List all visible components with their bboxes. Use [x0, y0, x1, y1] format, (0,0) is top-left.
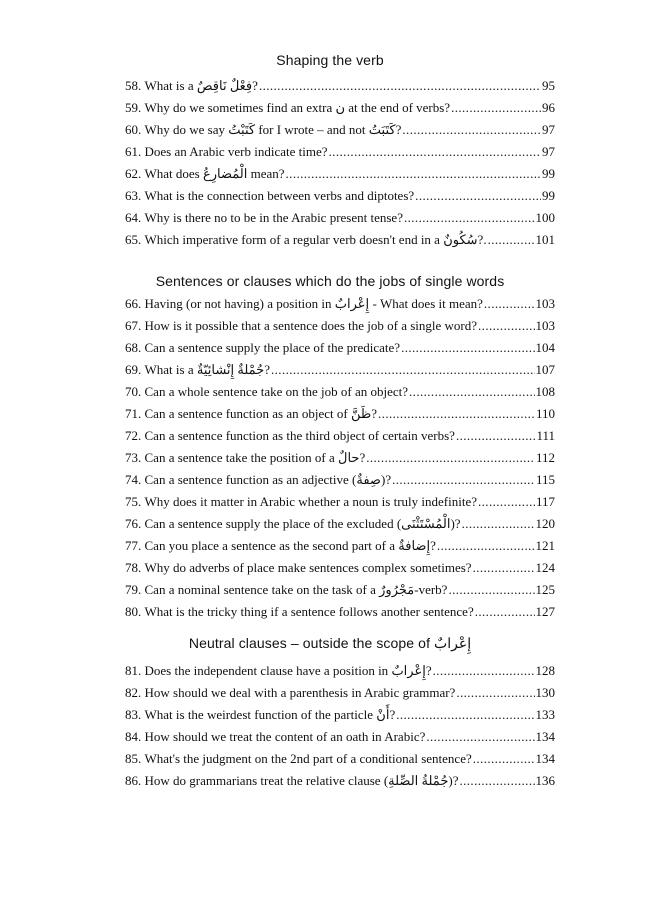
- entry-number: 70.: [125, 384, 142, 399]
- entry-number: 74.: [125, 472, 142, 487]
- entry-text: Can a sentence function as the third object of certain verbs?: [144, 428, 455, 443]
- entry-number: 76.: [125, 516, 142, 531]
- leader-dots: [433, 663, 535, 679]
- leader-dots: [448, 582, 534, 598]
- entry-page: 136: [535, 773, 555, 788]
- leader-dots: [462, 516, 535, 532]
- leader-dots: [286, 166, 541, 182]
- entry-page: 134: [535, 751, 555, 766]
- leader-dots: [475, 604, 535, 620]
- entry-page: 124: [535, 560, 555, 575]
- entry-text: Does the independent clause have a position in إِعْرابٌ?: [144, 663, 432, 678]
- entry-number: 71.: [125, 406, 142, 421]
- toc-entry: [125, 773, 555, 795]
- toc-entry: [125, 428, 555, 450]
- entry-page: 128: [535, 663, 555, 678]
- entry-text: Can a sentence supply the place of the predicate?: [144, 340, 401, 355]
- entry-text: How should we deal with a parenthesis in Arabic grammar?: [144, 685, 456, 700]
- entry-page: 101: [535, 232, 555, 247]
- entry-text: What is the weirdest function of the particle أَنْ?: [144, 707, 396, 722]
- leader-dots: [488, 232, 535, 248]
- entry-page: 108: [535, 384, 555, 399]
- leader-dots: [378, 406, 535, 422]
- entry-page: 130: [535, 685, 555, 700]
- leader-dots: [402, 122, 541, 138]
- leader-dots: [271, 362, 535, 378]
- leader-dots: [459, 773, 534, 789]
- entry-page: 95: [542, 78, 555, 93]
- entry-text: Can a nominal sentence take on the task of a مَجْرُورٌ-verb?: [144, 582, 448, 597]
- toc-entry: [125, 472, 555, 494]
- entry-page: 99: [542, 188, 555, 203]
- entry-text: Can a whole sentence take on the job of an object?: [144, 384, 409, 399]
- entry-text: Can a sentence supply the place of the excluded (الْمُسْتَثْنَى)?: [144, 516, 461, 531]
- entry-text: How should we treat the content of an oath in Arabic?: [144, 729, 426, 744]
- toc-entry: [125, 751, 555, 773]
- leader-dots: [259, 78, 541, 94]
- entry-number: 59.: [125, 100, 142, 115]
- entry-number: 84.: [125, 729, 142, 744]
- entry-text: What's the judgment on the 2nd part of a conditional sentence?: [144, 751, 472, 766]
- entry-page: 112: [535, 450, 555, 465]
- entry-number: 61.: [125, 144, 142, 159]
- toc-entry: [125, 362, 555, 384]
- entry-text: Why does it matter in Arabic whether a noun is truly indefinite?: [144, 494, 477, 509]
- leader-dots: [451, 100, 541, 116]
- entry-page: 120: [535, 516, 555, 531]
- entry-text: What does الْمُضارِعُ mean?: [144, 166, 285, 181]
- entry-text: Having (or not having) a position in إِعْرابٌ - What does it mean?: [144, 296, 483, 311]
- entry-text: What is the tricky thing if a sentence follows another sentence?: [144, 604, 474, 619]
- leader-dots: [478, 318, 534, 334]
- entry-page: 104: [535, 340, 555, 355]
- toc-entry: [125, 707, 555, 729]
- leader-dots: [415, 188, 541, 204]
- entry-number: 77.: [125, 538, 142, 553]
- entry-text: What is the connection between verbs and diptotes?: [144, 188, 415, 203]
- entry-text: Can a sentence function as an object of ظَنَّ?: [144, 406, 378, 421]
- entry-number: 78.: [125, 560, 142, 575]
- entry-page: 110: [535, 406, 555, 421]
- entry-page: 133: [535, 707, 555, 722]
- entry-number: 62.: [125, 166, 142, 181]
- entry-text: Why is there no to be in the Arabic present tense?: [144, 210, 403, 225]
- leader-dots: [456, 428, 536, 444]
- leader-dots: [396, 707, 534, 723]
- entry-text: Does an Arabic verb indicate time?: [144, 144, 328, 159]
- entry-page: 125: [535, 582, 555, 597]
- entry-page: 107: [535, 362, 555, 377]
- leader-dots: [401, 340, 534, 356]
- toc-entry: [125, 210, 555, 232]
- toc-entry: [125, 406, 555, 428]
- entry-number: 68.: [125, 340, 142, 355]
- leader-dots: [437, 538, 535, 554]
- toc-entry: [125, 318, 555, 340]
- entry-page: 99: [542, 166, 555, 181]
- leader-dots: [409, 384, 534, 400]
- leader-dots: [329, 144, 541, 160]
- entry-number: 86.: [125, 773, 142, 788]
- entry-text: Why do adverbs of place make sentences complex sometimes?: [144, 560, 472, 575]
- leader-dots: [366, 450, 535, 466]
- entry-text: What is a فِعْلٌ نَاقِصٌ?: [144, 78, 258, 93]
- toc-entry: [125, 516, 555, 538]
- entry-page: 97: [542, 144, 555, 159]
- toc-entry: [125, 560, 555, 582]
- toc-entry: [125, 232, 555, 254]
- toc-entry: [125, 450, 555, 472]
- toc-entry: [125, 78, 555, 100]
- leader-dots: [456, 685, 534, 701]
- toc-entry: [125, 166, 555, 188]
- entry-text: How do grammarians treat the relative clause (جُمْلةُ الصِّلةِ)?: [144, 773, 459, 788]
- toc-list: [125, 663, 555, 795]
- leader-dots: [392, 472, 535, 488]
- toc-entry: [125, 729, 555, 751]
- entry-page: 134: [535, 729, 555, 744]
- toc-entry: [125, 582, 555, 604]
- entry-number: 67.: [125, 318, 142, 333]
- entry-number: 82.: [125, 685, 142, 700]
- leader-dots: [404, 210, 535, 226]
- toc-entry: [125, 663, 555, 685]
- entry-number: 81.: [125, 663, 142, 678]
- entry-number: 58.: [125, 78, 142, 93]
- entry-page: 96: [542, 100, 555, 115]
- toc-list: [125, 296, 555, 626]
- section-title: Sentences or clauses which do the jobs of single words: [155, 273, 505, 289]
- entry-number: 63.: [125, 188, 142, 203]
- entry-number: 85.: [125, 751, 142, 766]
- entry-text: Why do we say كَتَبْتُ for I wrote – and not كَتَبَتُ?: [144, 122, 402, 137]
- toc-entry: [125, 384, 555, 406]
- toc-entry: [125, 100, 555, 122]
- entry-page: 103: [535, 296, 555, 311]
- toc-entry: [125, 340, 555, 362]
- entry-number: 83.: [125, 707, 142, 722]
- entry-page: 117: [535, 494, 555, 509]
- entry-number: 65.: [125, 232, 142, 247]
- entry-text: Can you place a sentence as the second part of a إِضافةٌ?: [144, 538, 436, 553]
- toc-entry: [125, 296, 555, 318]
- toc-entry: [125, 188, 555, 210]
- entry-text: Can a sentence take the position of a حالٌ?: [144, 450, 366, 465]
- entry-number: 75.: [125, 494, 142, 509]
- entry-number: 60.: [125, 122, 142, 137]
- toc-entry: [125, 144, 555, 166]
- leader-dots: [473, 751, 535, 767]
- toc-entry: [125, 122, 555, 144]
- entry-number: 66.: [125, 296, 142, 311]
- entry-page: 103: [535, 318, 555, 333]
- entry-number: 79.: [125, 582, 142, 597]
- entry-page: 100: [535, 210, 555, 225]
- entry-text: How is it possible that a sentence does the job of a single word?: [144, 318, 478, 333]
- section-title: Shaping the verb: [276, 52, 384, 68]
- entry-text: Why do we sometimes find an extra ن at the end of verbs?: [144, 100, 451, 115]
- entry-number: 80.: [125, 604, 142, 619]
- toc-entry: [125, 538, 555, 560]
- entry-page: 115: [535, 472, 555, 487]
- entry-number: 69.: [125, 362, 142, 377]
- entry-text: Which imperative form of a regular verb doesn't end in a سُكُونٌ?.: [144, 232, 487, 247]
- entry-page: 97: [542, 122, 555, 137]
- toc-list: [125, 78, 555, 254]
- entry-number: 72.: [125, 428, 142, 443]
- toc-entry: [125, 604, 555, 626]
- entry-page: 127: [535, 604, 555, 619]
- leader-dots: [426, 729, 534, 745]
- section-title: Neutral clauses – outside the scope of إِعْرابٌ: [188, 635, 472, 651]
- entry-number: 73.: [125, 450, 142, 465]
- leader-dots: [473, 560, 535, 576]
- entry-text: Can a sentence function as an adjective (صِفةٌ)?: [144, 472, 392, 487]
- toc-entry: [125, 685, 555, 707]
- toc-entry: [125, 494, 555, 516]
- leader-dots: [478, 494, 535, 510]
- entry-page: 111: [536, 428, 555, 443]
- entry-text: What is a جُمْلةٌ إِنْشائِيّةٌ?: [144, 362, 270, 377]
- leader-dots: [484, 296, 535, 312]
- entry-page: 121: [535, 538, 555, 553]
- entry-number: 64.: [125, 210, 142, 225]
